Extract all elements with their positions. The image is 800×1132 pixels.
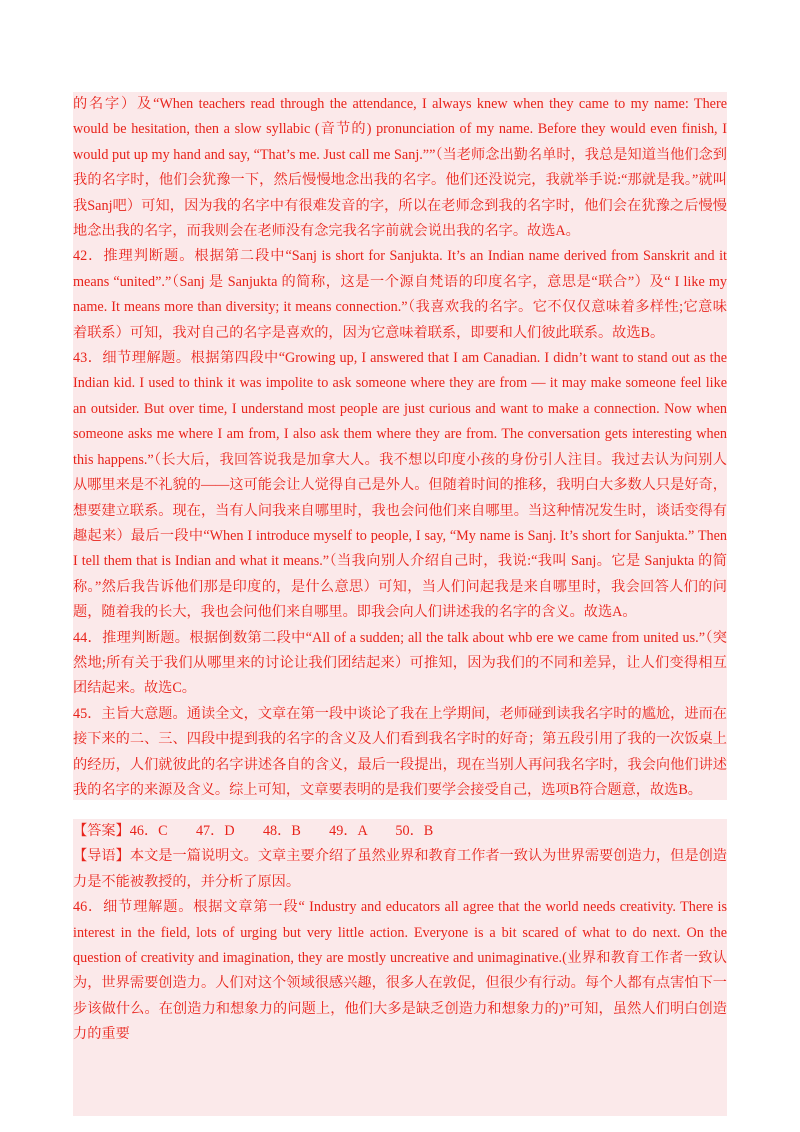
paragraph-q44: 44．推理判断题。根据倒数第二段中“All of a sudden; all the talk about whb ere we came from united us.”（突然地;所有关于我们从哪里来的讨论让我们团结起来）可推知，因为我们的不同和差异，让人们变得相互团结起来。故选C。 [73, 629, 727, 697]
paragraph-q46: 46．细节理解题。根据文章第一段“ Industry and educators all agree that the world needs creativity. There is interest in the field, lots of urging but very little action. Everyone is a bit scared of what to do next. On the question of creativity and imagination, they are mostly uncreative and unimaginative.(业界和教育工作者一致认为，世界需要创造力。人们对这个领域很感兴趣，很多人在敦促，但很少有行动。每个人都有点害怕下一步该做什么。在创造力和想象力的问题上，他们大多是缺乏创造力和想象力的)”可知，虽然人们明白创造力的重要 [73, 899, 727, 1043]
guide-paragraph: 【导语】本文是一篇说明文。文章主要介绍了虽然业界和教育工作者一致认为世界需要创造力，但是创造力是不能被教授的，并分析了原因。 [73, 848, 727, 890]
paragraph-q41-tail: 的名字）及“When teachers read through the attendance, I always knew when they came to my name: There would be hesitation, then a slow syllabic (音节的) pronunciation of my name. Before they would even finish, I would put up my hand and say, “That’s me. Just call me Sanj.””（当老师念出勤名单时，我总是知道当他们念到我的名字时，他们会犹豫一下，然后慢慢地念出我的名字。他们还没说完，我就举手说:“那就是我。”就叫我Sanj吧）可知，因为我的名字中有很难发音的字，所以在老师念到我的名字时，他们会在犹豫之后慢慢地念出我的名字，而我则会在老师没有念完我名字前就会说出我的名字。故选A。 [73, 96, 727, 240]
explanation-block-41-45 [73, 92, 727, 800]
paragraph-q43: 43．细节理解题。根据第四段中“Growing up, I answered that I am Canadian. I didn’t want to stand out as the Indian kid. I used to think it was impolite to ask someone where they are from — it may make someone feel like an outsider. But over time, I understand most people are just curious and want to make a connection. Now when someone asks me where I am from, I also ask them where they are from. The conversation gets interesting when this happens.”（长大后，我回答说我是加拿大人。我不想以印度小孩的身份引人注目。我过去认为问别人从哪里来是不礼貌的——这可能会让人觉得自己是外人。但随着时间的推移，我明白大多数人只是好奇，想要建立联系。现在，当有人问我来自哪里时，我也会问他们来自哪里。当这种情况发生时，谈话变得有趣起来）最后一段中“When I introduce myself to people, I say, “My name is Sanj. It’s short for Sanjukta.” Then I tell them that is Indian and what it means.”（当我向别人介绍自己时，我说:“我叫 Sanj。它是 Sanjukta 的简称。”然后我告诉他们那是印度的，是什么意思）可知，当人们问起我是来自哪里时，我会回答人们的问题，随着我的长大，我也会问他们来自哪里。即我会向人们讲述我的名字的含义。故选A。 [73, 350, 727, 621]
paragraph-q42: 42．推理判断题。根据第二段中“Sanj is short for Sanjukta. It’s an Indian name derived from Sanskrit and it means “united”.”（Sanj 是 Sanjukta 的简称，这是一个源自梵语的印度名字，意思是“联合”）及“ I like my name. It means more than diversity; it means connection.”（我喜欢我的名字。它不仅仅意味着多样性;它意味着联系）可知，我对自己的名字是喜欢的，因为它意味着联系，即要和人们彼此联系。故选B。 [73, 248, 727, 341]
explanation-block-46-50 [73, 819, 727, 1116]
paragraph-q45: 45．主旨大意题。通读全文，文章在第一段中谈论了我在上学期间，老师碰到读我名字时的尴尬，进而在接下来的二、三、四段中提到我的名字的含义及人们看到我名字时的好奇；第五段引用了我的一次饭桌上的经历，人们就彼此的名字讲述各自的含义，最后一段提出，现在当别人再问我名字时，我会向他们讲述我的名字的来源及含义。综上可知，文章要表明的是我们要学会接受自己，选项B符合题意，故选B。 [73, 705, 727, 798]
answer-key-line: 【答案】46．C 47．D 48．B 49．A 50．B [73, 823, 434, 839]
